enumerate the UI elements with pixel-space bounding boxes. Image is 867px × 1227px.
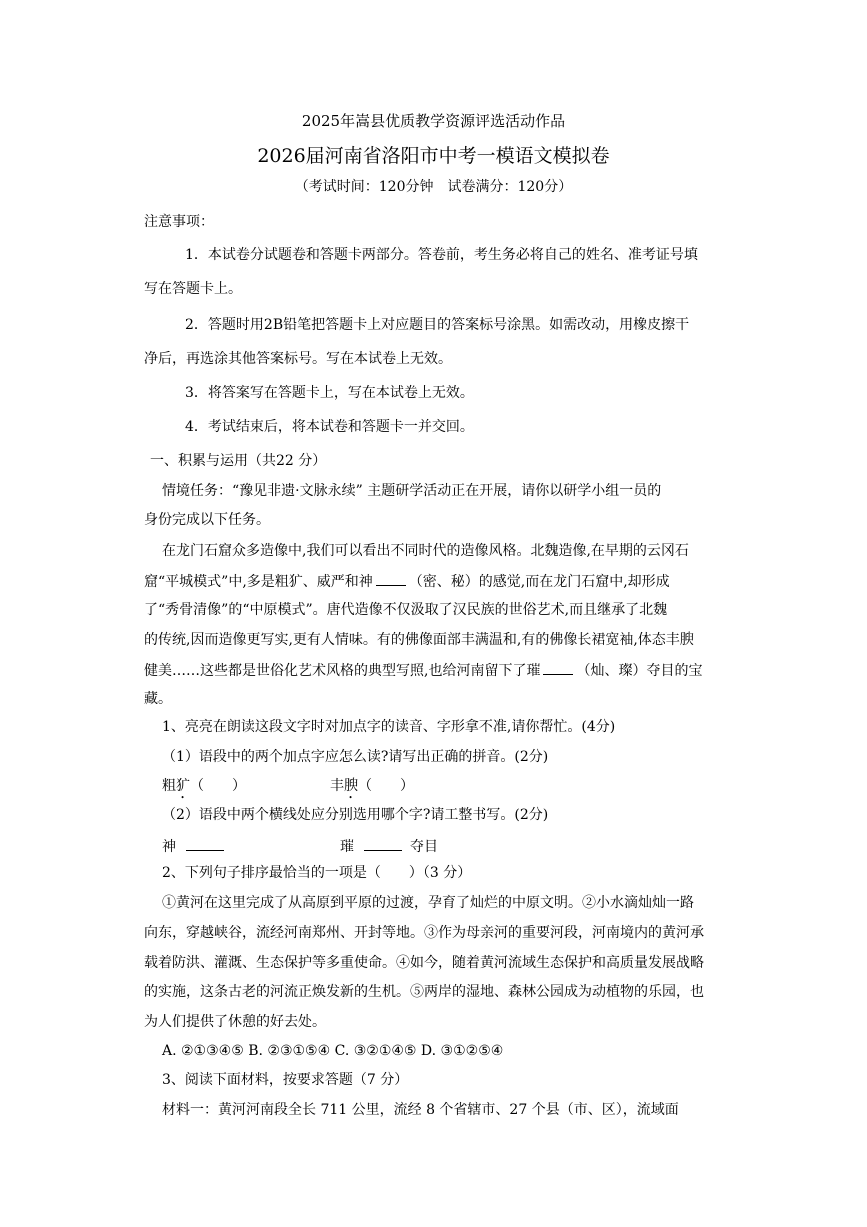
fill-1-blank <box>186 836 224 851</box>
word-1-prefix: 粗 <box>162 778 176 794</box>
q2-line-3: 载着防洪、灌溉、生态保护等多重使命。④如今，随着黄河流域生态保护和高质量发展战略 <box>144 955 704 971</box>
fill-2-suffix: 夺目 <box>410 839 438 855</box>
passage-line-2 <box>144 571 670 591</box>
passage-line-2-end: （密、秘）的感觉,而在龙门石窟中,却形成 <box>408 574 670 590</box>
fill-2-blank <box>364 836 402 851</box>
q1-sub-2: （2）语段中两个横线处应分别选用哪个字?请工整书写。(2分) <box>162 807 549 823</box>
section-1-heading: 一、积累与运用（共22 分） <box>150 453 327 469</box>
word-2-answer-slot: （ ） <box>358 778 414 794</box>
passage-line-5-end: （灿、璨）夺目的宝 <box>576 663 703 679</box>
q2-options: A. ②①③④⑤ B. ②③①⑤④ C. ③②①④⑤ D. ③①②⑤④ <box>162 1043 504 1059</box>
task-line-1: 情境任务：“豫见非遗·文脉永续” 主题研学活动正在开展，请你以研学小组一员的 <box>162 483 662 499</box>
task-line-2: 身份完成以下任务。 <box>144 512 270 528</box>
q2-stem: 2、下列句子排序最恰当的一项是（ ）（3 分） <box>162 865 472 881</box>
notice-item-4: 4．考试结束后，将本试卷和答题卡一并交回。 <box>185 419 474 435</box>
word-2-prefix: 丰 <box>330 778 344 794</box>
page-title: 2026届河南省洛阳市中考一模语文模拟卷 <box>257 145 610 167</box>
word-2-dotted-char: 腴 <box>344 778 358 794</box>
word-1-answer-slot: （ ） <box>190 778 246 794</box>
passage-line-6: 藏。 <box>144 691 172 707</box>
passage-line-5 <box>144 660 702 680</box>
notice-item-1-line-2: 写在答题卡上。 <box>144 281 242 297</box>
q2-line-5: 为人们提供了休憩的好去处。 <box>144 1014 326 1030</box>
q1-word-2 <box>330 777 414 802</box>
fill-2-label: 璀 <box>340 839 354 855</box>
q3-stem: 3、阅读下面材料，按要求答题（7 分） <box>162 1072 409 1088</box>
fill-1-label: 神 <box>162 839 176 855</box>
q1-fill-1 <box>162 836 227 856</box>
passage-line-1: 在龙门石窟众多造像中,我们可以看出不同时代的造像风格。北魏造像,在早期的云冈石 <box>162 543 689 559</box>
q2-line-2: 向东，穿越峡谷，流经河南郑州、开封等地。③作为母亲河的重要河段，河南境内的黄河承 <box>144 925 704 941</box>
q3-material-1: 材料一：黄河河南段全长 711 公里，流经 8 个省辖市、27 个县（市、区），流域面 <box>162 1102 679 1118</box>
q1-fill-2 <box>340 836 438 856</box>
q2-line-1: ①黄河在这里完成了从高原到平原的过渡，孕育了灿烂的中原文明。②小水滴灿灿一路 <box>162 895 694 911</box>
notice-heading: 注意事项： <box>144 214 214 230</box>
blank-2 <box>543 660 573 675</box>
passage-line-3: 了“秀骨清像”的“中原模式”。唐代造像不仅汲取了汉民族的世俗艺术,而且继承了北魏 <box>144 602 668 618</box>
word-1-dotted-char: 犷 <box>176 778 190 794</box>
exam-info: （考试时间：120分钟 试卷满分：120分） <box>294 179 573 195</box>
notice-item-3: 3．将答案写在答题卡上，写在本试卷上无效。 <box>185 385 474 401</box>
blank-1 <box>376 571 406 586</box>
passage-line-4: 的传统,因而造像更写实,更有人情味。有的佛像面部丰满温和,有的佛像长裙宽袖,体态丰腴 <box>144 632 694 648</box>
q1-word-1 <box>162 777 246 802</box>
passage-line-5-start: 健美……这些都是世俗化艺术风格的典型写照,也给河南留下了璀 <box>144 663 541 679</box>
q1-sub-1: （1）语段中的两个加点字应怎么读?请写出正确的拼音。(2分) <box>162 749 549 765</box>
notice-item-2-line-1: 2．答题时用2B铅笔把答题卡上对应题目的答案标号涂黑。如需改动，用橡皮擦干 <box>185 317 690 333</box>
passage-line-2-start: 窟“平城模式”中,多是粗犷、威严和神 <box>144 574 373 590</box>
notice-item-1-line-1: 1．本试卷分试题卷和答题卡两部分。答卷前，考生务必将自己的姓名、准考证号填 <box>185 247 698 263</box>
q2-line-4: 的实施，这条古老的河流正焕发新的生机。⑤两岸的湿地、森林公园成为动植物的乐园，也 <box>144 984 704 1000</box>
q1-stem: 1、亮亮在朗读这段文字时对加点字的读音、字形拿不准,请你帮忙。(4分) <box>162 719 616 735</box>
org-line: 2025年嵩县优质教学资源评选活动作品 <box>301 112 566 130</box>
notice-item-2-line-2: 净后，再选涂其他答案标号。写在本试卷上无效。 <box>144 351 452 367</box>
